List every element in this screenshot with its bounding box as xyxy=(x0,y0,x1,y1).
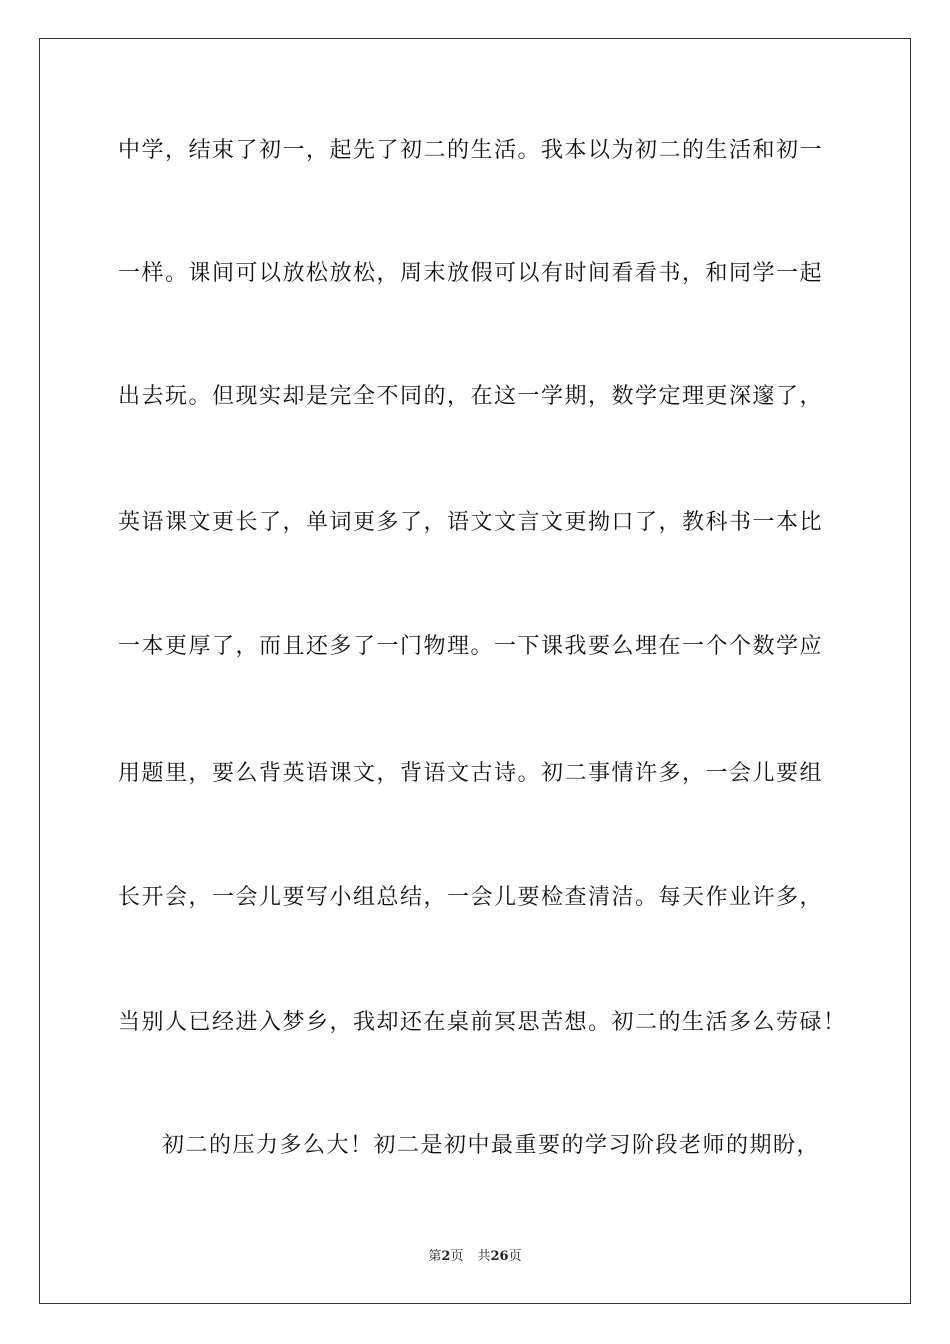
footer-total-suffix: 页 xyxy=(508,1249,522,1264)
paragraph-line-4: 英语课文更长了，单词更多了，语文文言文更拗口了，教科书一本比 xyxy=(118,510,824,535)
paragraph-line-7: 长开会，一会儿要写小组总结，一会儿要检查清洁。每天作业许多， xyxy=(118,885,824,910)
paragraph-line-8: 当别人已经进入梦乡，我却还在桌前冥思苦想。初二的生活多么劳碌！ xyxy=(118,1010,847,1035)
paragraph-line-1: 中学，结束了初一，起先了初二的生活。我本以为初二的生活和初一 xyxy=(118,138,824,163)
paragraph-line-2: 一样。课间可以放松放松，周末放假可以有时间看看书，和同学一起 xyxy=(118,261,824,286)
page-footer xyxy=(0,1248,950,1266)
paragraph-line-5: 一本更厚了，而且还多了一门物理。一下课我要么埋在一个个数学应 xyxy=(118,634,824,659)
paragraph-line-6: 用题里，要么背英语课文，背语文古诗。初二事情许多，一会儿要组 xyxy=(118,761,824,786)
footer-page-suffix: 页 xyxy=(450,1249,464,1264)
page-border xyxy=(39,38,911,1304)
footer-page-number: 2 xyxy=(441,1249,451,1264)
footer-total-prefix: 共 xyxy=(477,1249,491,1264)
paragraph-line-9: 初二的压力多么大！初二是初中最重要的学习阶段老师的期盼， xyxy=(162,1133,821,1158)
footer-page-prefix: 第 xyxy=(428,1249,442,1264)
footer-total-pages: 26 xyxy=(490,1249,509,1264)
paragraph-line-3: 出去玩。但现实却是完全不同的，在这一学期，数学定理更深邃了， xyxy=(118,384,824,409)
